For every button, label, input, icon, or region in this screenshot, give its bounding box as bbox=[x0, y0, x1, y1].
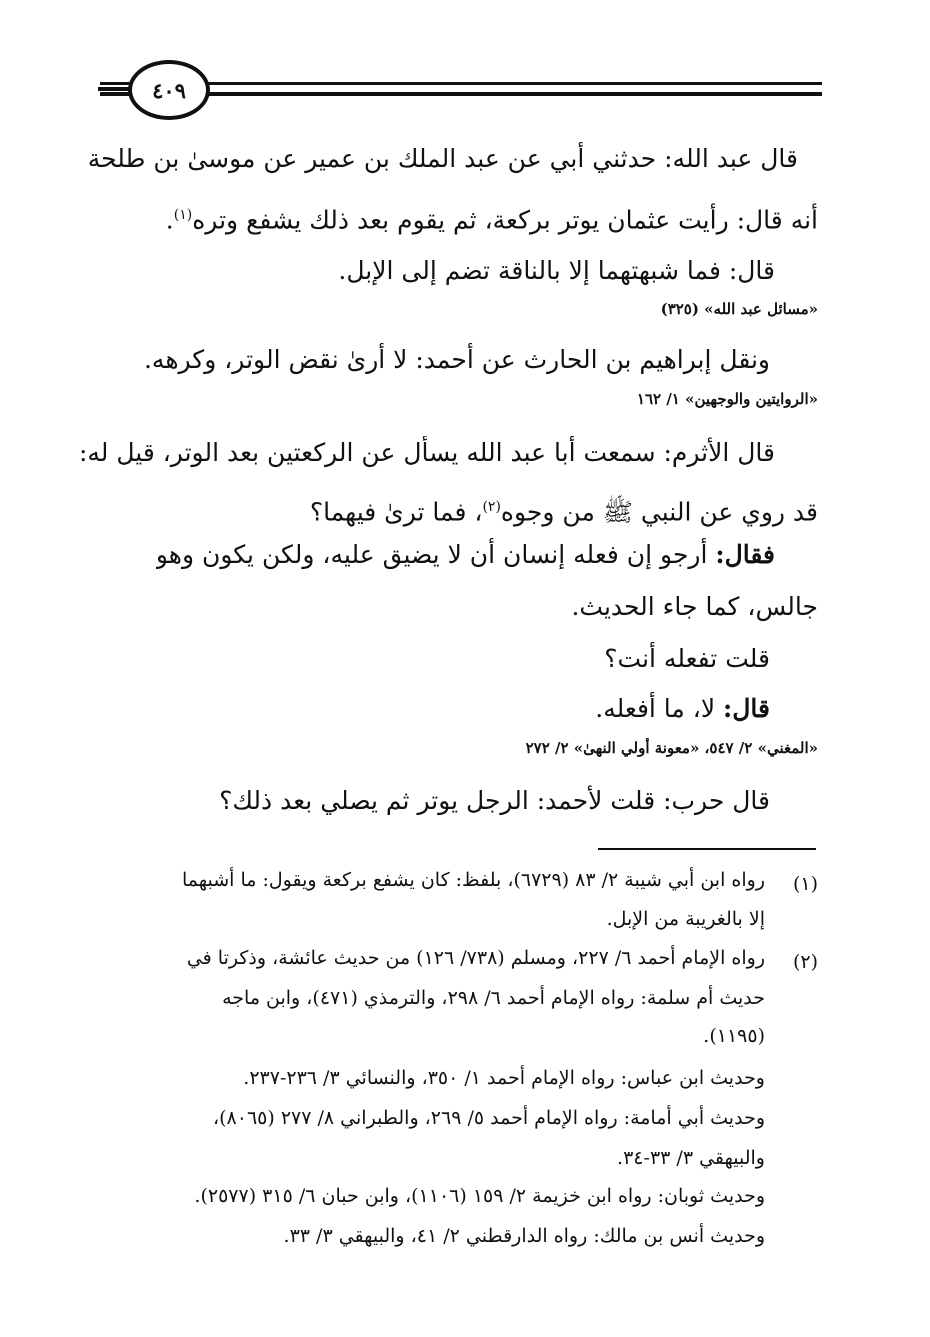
footnote-2-line-7: وحديث ثوبان: رواه ابن خزيمة ٢/ ١٥٩ (١١٠٦)، وابن حبان ٦/ ٣١٥ (٢٥٧٧). bbox=[194, 1185, 765, 1207]
body-line-2-text: أنه قال: رأيت عثمان يوتر بركعة، ثم يقوم بعد ذلك يشفع وتره bbox=[192, 205, 818, 235]
body-line-2-end: . bbox=[165, 205, 174, 235]
body-line-4: ونقل إبراهيم بن الحارث عن أحمد: لا أرىٰ نقض الوتر، وكرهه. bbox=[143, 345, 770, 374]
footnote-1-line-1: رواه ابن أبي شيبة ٢/ ٨٣ (٦٧٢٩)، بلفظ: كان يشفع بركعة ويقول: ما أشبهما bbox=[181, 869, 765, 891]
footnote-2-line-8: وحديث أنس بن مالك: رواه الدارقطني ٢/ ٤١، والبيهقي ٣/ ٣٣. bbox=[283, 1225, 765, 1247]
footnote-2-line-4: وحديث ابن عباس: رواه الإمام أحمد ١/ ٣٥٠، والنسائي ٣/ ٢٣٦-٢٣٧. bbox=[243, 1067, 765, 1089]
body-line-8: جالس، كما جاء الحديث. bbox=[571, 592, 818, 621]
body-line-6-text: قد روي عن النبي ﷺ من وجوه bbox=[500, 497, 818, 527]
footnote-separator bbox=[598, 848, 816, 850]
body-line-6-end: ، فما ترىٰ فيهما؟ bbox=[309, 497, 483, 527]
speaker-label-1: فقال: bbox=[715, 540, 775, 569]
page-number: ٤٠٩ bbox=[152, 77, 186, 103]
footnote-2-line-6: والبيهقي ٣/ ٣٣-٣٤. bbox=[617, 1147, 765, 1169]
body-line-6 bbox=[310, 490, 818, 529]
body-line-5: قال الأثرم: سمعت أبا عبد الله يسأل عن الركعتين بعد الوتر، قيل له: bbox=[78, 438, 775, 467]
body-line-2 bbox=[166, 198, 818, 237]
footnote-number-1: (١) bbox=[792, 873, 818, 895]
body-line-7-text: أرجو إن فعله إنسان أن لا يضيق عليه، ولكن يكون وهو bbox=[155, 540, 716, 569]
body-line-7 bbox=[156, 538, 775, 572]
footnote-number-2: (٢) bbox=[792, 951, 818, 973]
footnote-ref-2[interactable]: (٢) bbox=[482, 499, 501, 515]
footnote-1-line-2: إلا بالغريبة من الإبل. bbox=[606, 908, 765, 930]
header-rule-left bbox=[98, 87, 130, 91]
body-line-10 bbox=[595, 692, 770, 726]
source-citation-3: «المغني» ٢/ ٥٤٧، «معونة أولي النهىٰ» ٢/ ٢٧٢ bbox=[525, 739, 818, 757]
body-line-3: قال: فما شبهتهما إلا بالناقة تضم إلى الإبل. bbox=[338, 256, 775, 285]
body-line-10-text: لا، ما أفعله. bbox=[595, 694, 724, 723]
footnote-2-line-1: رواه الإمام أحمد ٦/ ٢٢٧، ومسلم (٧٣٨/ ١٢٦) من حديث عائشة، وذكرتا في bbox=[186, 947, 765, 969]
body-line-9: قلت تفعله أنت؟ bbox=[604, 644, 770, 673]
footnote-2-line-2: حديث أم سلمة: رواه الإمام أحمد ٦/ ٢٩٨، والترمذي (٤٧١)، وابن ماجه bbox=[222, 987, 765, 1009]
source-citation-1: «مسائل عبد الله» (٣٢٥) bbox=[660, 300, 818, 318]
footnote-2-line-5: وحديث أبي أمامة: رواه الإمام أحمد ٥/ ٢٦٩، والطبراني ٨/ ٢٧٧ (٨٠٦٥)، bbox=[213, 1107, 765, 1129]
speaker-label-2: قال: bbox=[723, 694, 770, 723]
body-line-11: قال حرب: قلت لأحمد: الرجل يوتر ثم يصلي بعد ذلك؟ bbox=[219, 786, 770, 815]
body-line-1: قال عبد الله: حدثني أبي عن عبد الملك بن عمير عن موسىٰ بن طلحة bbox=[87, 144, 798, 173]
footnote-2-line-3: (١١٩٥). bbox=[703, 1025, 765, 1047]
source-citation-2: «الروايتين والوجهين» ١/ ١٦٢ bbox=[636, 390, 818, 408]
page-number-badge bbox=[128, 60, 210, 120]
footnote-ref-1[interactable]: (١) bbox=[173, 207, 193, 223]
